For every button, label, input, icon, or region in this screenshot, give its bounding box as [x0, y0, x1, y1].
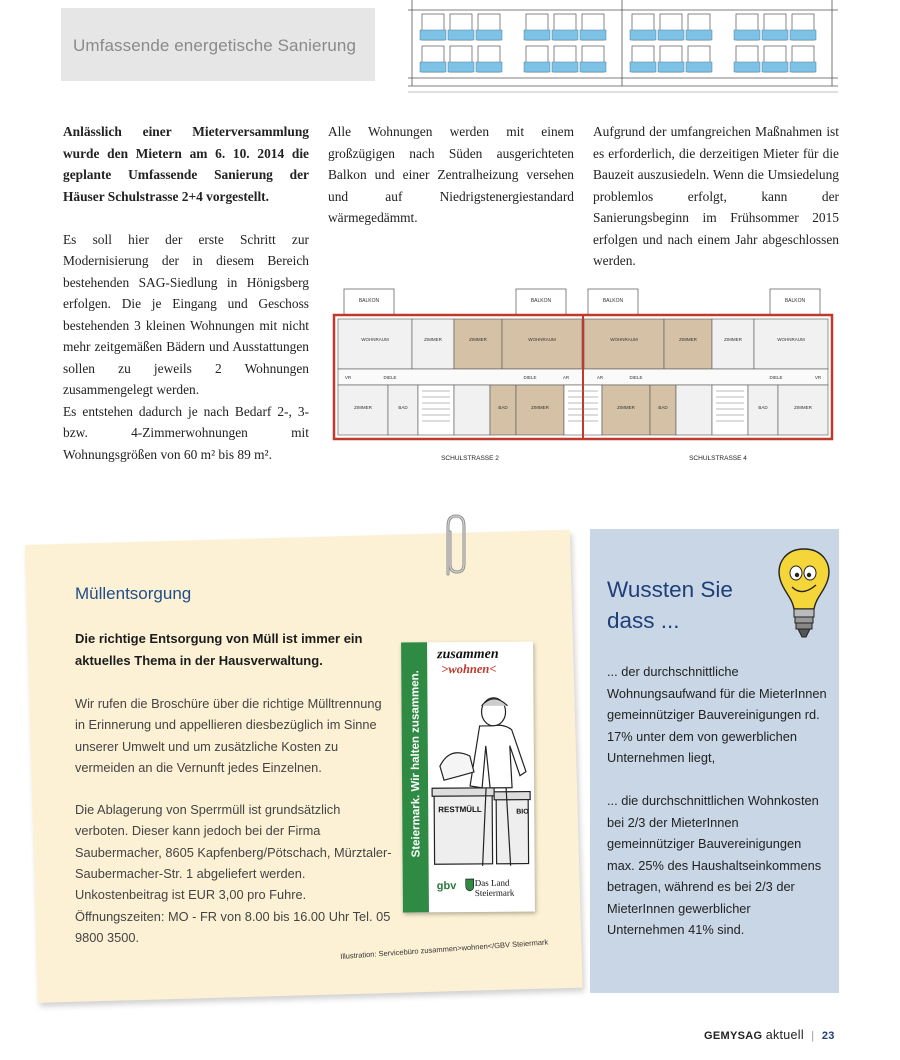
footer-brand: GEMYSAG	[704, 1030, 763, 1042]
balcony-label: BALKON	[784, 298, 806, 304]
facade-balcony	[448, 62, 474, 72]
lightbulb-icon	[772, 545, 836, 645]
facade-balcony	[790, 30, 816, 40]
facade-balcony	[524, 62, 550, 72]
note-body	[75, 693, 395, 948]
info-paragraph: ... die durchschnittlichen Wohnkosten bei 2/3 der MieterInnen gemeinnütziger Bauvereinigungen max. 25% des Haushaltseinkommens betragen, während es bei 2/3 der MieterInnen gewerblicher Unternehmen 41% sind.	[607, 793, 822, 937]
facade-balcony	[524, 30, 550, 40]
room-label: ZIMMER	[794, 405, 812, 410]
room-label: DIELE	[769, 375, 783, 380]
facade-balcony	[686, 62, 712, 72]
room-label: DIELE	[383, 375, 397, 380]
brochure-side-text: Steiermark. Wir halten zusammen.	[409, 670, 423, 858]
facade-balcony	[476, 30, 502, 40]
room-label: ZIMMER	[724, 337, 742, 342]
room-label: ZIMMER	[424, 337, 442, 342]
article-column-3	[593, 121, 839, 272]
room-label: WOHNRAUM	[610, 337, 638, 342]
facade-balcony	[630, 30, 656, 40]
room-label: BAD	[758, 405, 768, 410]
land-line: Steiermark	[474, 887, 515, 898]
facade-balcony	[762, 62, 788, 72]
section-title: Umfassende energetische Sanierung	[73, 36, 357, 55]
note-paragraph: Wir rufen die Broschüre über die richtige Mülltrennung in Erinnerung und appellieren diesbezüglich im Sinne unserer Umwelt und um zusätzliche Kosten zu vermeiden an die Vernunft jedes Einzelnen.	[75, 696, 382, 775]
brochure-cover	[401, 642, 535, 913]
room-label: VR	[344, 375, 352, 380]
article-intro: Anlässlich einer Mieterversammlung wurde den Mietern am 6. 10. 2014 die geplante Umfassende Sanierung der Häuser Schulstrasse 2+4 vorgestellt.	[63, 124, 309, 204]
info-paragraph: ... der durchschnittliche Wohnungsaufwand für die MieterInnen gemeinnütziger Bauvereinigungen rd. 17% unter dem von gewerblichen Unternehmen liegt,	[607, 664, 827, 765]
room-label: WOHNRAUM	[777, 337, 805, 342]
room-label: AR	[562, 375, 570, 380]
page-number: 23	[821, 1030, 835, 1042]
room-label: BAD	[398, 405, 408, 410]
room-label: ZIMMER	[354, 405, 372, 410]
paperclip-icon	[436, 512, 470, 582]
facade-balcony	[580, 30, 606, 40]
facade-balcony	[762, 30, 788, 40]
brochure-illustration	[429, 676, 532, 873]
facade-balcony	[420, 62, 446, 72]
balcony-label: BALKON	[530, 298, 552, 304]
page-footer	[704, 1028, 835, 1042]
floor-plan	[330, 285, 840, 465]
land-steiermark-logo	[475, 878, 529, 898]
facade-balcony	[734, 62, 760, 72]
balcony-label: BALKON	[358, 298, 380, 304]
note-title: Müllentsorgung	[75, 584, 192, 603]
article-paragraph: Es entstehen dadurch je nach Bedarf 2-, 3- bzw. 4-Zimmerwohnungen mit Wohnungsgrößen von 60 m² bis 89 m².	[63, 403, 309, 462]
room-label: ZIMMER	[531, 405, 549, 410]
facade-balcony	[658, 30, 684, 40]
facade-balcony	[630, 62, 656, 72]
room-label: ZIMMER	[617, 405, 635, 410]
gbv-logo: gbv	[436, 880, 457, 893]
brochure-subtitle: >wohnen<	[441, 661, 497, 677]
room-label: BAD	[498, 405, 508, 410]
room-label: DIELE	[629, 375, 643, 380]
balcony-label: BALKON	[602, 298, 624, 304]
brochure-title: zusammen	[437, 646, 499, 663]
room-label: ZIMMER	[469, 337, 487, 342]
facade-drawing	[408, 0, 838, 98]
coat-of-arms-icon	[465, 878, 475, 892]
room-label: VR	[814, 375, 822, 380]
balconies	[344, 289, 820, 315]
street-label: SCHULSTRASSE 2	[441, 455, 499, 462]
facade-balcony	[476, 62, 502, 72]
facade-balcony	[580, 62, 606, 72]
land-line: Das Land	[474, 877, 510, 888]
room-label: WOHNRAUM	[361, 337, 389, 342]
info-title: Wussten Sie dass ...	[607, 577, 733, 633]
article-paragraph: Alle Wohnungen werden mit einem großzügigen nach Süden ausgerichteten Balkon und einer Zentralheizung versehen und auf Niedrigstenergiestandard wärmegedämmt.	[328, 124, 574, 225]
note-lead: Die richtige Entsorgung von Müll ist immer ein aktuelles Thema in der Hausverwaltung.	[75, 631, 363, 668]
article-column-2	[328, 121, 574, 229]
facade-balcony	[420, 30, 446, 40]
room-label: DIELE	[523, 375, 537, 380]
facade-balcony	[448, 30, 474, 40]
bin-label: RESTMÜLL	[438, 804, 482, 815]
room-label: AR	[596, 375, 604, 380]
room-label: ZIMMER	[679, 337, 697, 342]
room-label: WOHNRAUM	[528, 337, 556, 342]
street-label: SCHULSTRASSE 4	[689, 455, 747, 462]
facade-balcony	[734, 30, 760, 40]
info-body	[607, 661, 829, 941]
article-paragraph: Aufgrund der umfangreichen Maßnahmen ist es erforderlich, die derzeitigen Mieter für die Bauzeit auszusiedeln. Wenn die Umsiedelung problemlos erfolgt, kann der Sanierungsbeginn im Frühsommer 2015 erfolgen und nach einem Jahr abgeschlossen werden.	[593, 124, 839, 268]
footer-separator: |	[811, 1030, 815, 1042]
bin-label: BIO	[516, 808, 529, 816]
room-label: BAD	[658, 405, 668, 410]
facade-balcony	[658, 62, 684, 72]
facade-balcony	[552, 30, 578, 40]
article-paragraph: Es soll hier der erste Schritt zur Modernisierung der in diesem Bereich bestehenden SAG-Siedlung in Hönigsberg erfolgen. Die je Eingang und Geschoss bestehenden 3 kleinen Wohnungen mit nicht mehr zeitgemäßen Bädern und Ausstattungen sollen zu jeweils 2 Wohnungen zusammengelegt werden.	[63, 231, 309, 397]
footer-sub: aktuell	[765, 1028, 804, 1042]
illustration-credit: Illustration: Servicebüro zusammen>wohnen</GBV Steiermark	[340, 937, 549, 961]
facade-balcony	[552, 62, 578, 72]
article-column-1	[63, 121, 309, 465]
facade-balcony	[790, 62, 816, 72]
note-paragraph: Die Ablagerung von Sperrmüll ist grundsätzlich verboten. Dieser kann jedoch bei der Firma Saubermacher, 8605 Kapfenberg/Pötschach, Mürztaler-Saubermacher-Str. 1 abgeliefert werden. Unkostenbeitrag ist EUR 3,00 pro Fuhre. Öffnungszeiten: MO - FR von 8.00 bis 16.00 Uhr Tel. 05 9800 3500.	[75, 802, 392, 945]
facade-balcony	[686, 30, 712, 40]
